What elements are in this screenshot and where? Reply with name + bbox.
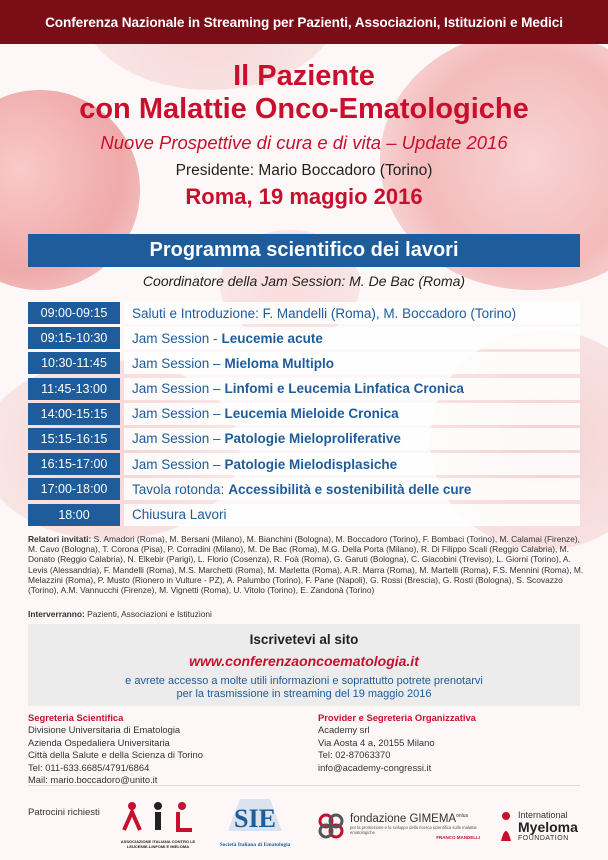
registration-line-3: per la trasmissione in streaming del 19 maggio 2016: [176, 688, 432, 700]
secretariat-line: Divisione Universitaria di Ematologia: [28, 724, 181, 736]
footer-divider: [28, 785, 580, 786]
schedule-desc: Jam Session – Patologie Mielodisplasiche: [124, 453, 580, 475]
schedule-time: 11:45-13:00: [28, 378, 120, 400]
schedule-time: 14:00-15:15: [28, 403, 120, 425]
imf-logo-mark: [498, 811, 514, 843]
coordinator: Coordinatore della Jam Session: M. De Bac (Roma): [142, 273, 466, 289]
speakers-label: Relatori invitati:: [28, 534, 92, 544]
svg-text:SIE: SIE: [234, 804, 276, 833]
schedule-desc: Jam Session - Leucemie acute: [124, 327, 580, 349]
schedule-desc: Jam Session – Leucemia Mieloide Cronica: [124, 403, 580, 425]
program-heading: Programma scientifico dei lavori: [149, 239, 459, 261]
imf-line-3: FOUNDATION: [518, 835, 569, 842]
schedule-desc: Jam Session – Mieloma Multiplo: [124, 352, 580, 374]
speakers-list: [28, 534, 584, 595]
scientific-secretariat: [28, 712, 203, 786]
secretariat-line: Academy srl: [318, 724, 370, 736]
schedule-time: 15:15-16:15: [28, 428, 120, 450]
schedule-time: 10:30-11:45: [28, 352, 120, 374]
gimema-logo-mark: [318, 813, 344, 839]
secretariat-line: Tel: 02-87063370: [318, 749, 391, 761]
participants: [28, 609, 212, 619]
schedule-desc: Saluti e Introduzione: F. Mandelli (Roma), M. Boccadoro (Torino): [124, 302, 580, 324]
title-block: [0, 60, 608, 210]
schedule-desc: Jam Session – Linfomi e Leucemia Linfatica Cronica: [124, 378, 580, 400]
schedule-time: 09:15-10:30: [28, 327, 120, 349]
schedule-row: [28, 428, 580, 450]
schedule-row: [28, 504, 580, 526]
secretariat-email[interactable]: info@academy-congressi.it: [318, 761, 432, 773]
imf-line-2: Myeloma: [518, 819, 578, 835]
participants-label: Interverranno:: [28, 609, 85, 619]
schedule-row: [28, 327, 580, 349]
schedule: [28, 302, 580, 529]
schedule-desc: Chiusura Lavori: [124, 504, 580, 526]
schedule-row: [28, 352, 580, 374]
organizing-secretariat-title: Provider e Segreteria Organizzativa: [318, 712, 476, 723]
schedule-time: 09:00-09:15: [28, 302, 120, 324]
schedule-row: [28, 403, 580, 425]
subtitle: Nuove Prospettive di cura e di vita – Update 2016: [100, 132, 508, 153]
schedule-row: [28, 378, 580, 400]
president: Presidente: Mario Boccadoro (Torino): [175, 162, 433, 179]
participants-text: Pazienti, Associazioni e Istituzioni: [87, 609, 212, 619]
scientific-secretariat-title: Segreteria Scientifica: [28, 712, 124, 723]
imf-logo: [498, 805, 588, 849]
secretariat-email[interactable]: Mail: mario.boccadoro@unito.it: [28, 774, 158, 786]
patronage-label: Patrocini richiesti: [28, 807, 100, 818]
schedule-desc: Jam Session – Patologie Mieloproliferative: [124, 428, 580, 450]
organizing-secretariat: [318, 712, 476, 774]
schedule-time: 17:00-18:00: [28, 478, 120, 500]
registration-line-2: e avrete accesso a molte utili informazioni e soprattutto potrete prenotarvi: [125, 675, 483, 687]
schedule-time: 18:00: [28, 504, 120, 526]
schedule-row: [28, 478, 580, 500]
gimema-onlus: onlus: [456, 812, 469, 819]
program-heading-bar: [28, 234, 580, 267]
schedule-desc: Tavola rotonda: Accessibilità e sostenibilità delle cure: [124, 478, 580, 500]
schedule-row: [28, 302, 580, 324]
registration-title: Iscrivetevi al sito: [249, 632, 359, 647]
registration-box: [28, 624, 580, 706]
sie-logo-mark: [210, 795, 300, 837]
conference-banner: [0, 0, 608, 44]
ail-logo-mark: [118, 800, 198, 834]
ail-text: ASSOCIAZIONE ITALIANA CONTRO LE LEUCEMIE-LINFOMI E MIELOMA: [120, 839, 196, 849]
event-date: Roma, 19 maggio 2016: [185, 184, 423, 209]
schedule-time: 16:15-17:00: [28, 453, 120, 475]
schedule-row: [28, 453, 580, 475]
banner-text: Conferenza Nazionale in Streaming per Pazienti, Associazioni, Istituzioni e Medici: [45, 14, 563, 30]
gimema-desc: per la promozione e lo sviluppo della ricerca scientifica sulle malattie ematologiche: [350, 824, 477, 835]
sie-logo: [210, 795, 300, 851]
imf-line-1: International: [518, 810, 568, 820]
gimema-name: fondazione GIMEMA: [350, 812, 457, 825]
ail-logo: [118, 800, 198, 850]
secretariat-line: Città della Salute e della Scienza di Torino: [28, 749, 203, 761]
speakers-text: S. Amadori (Roma), M. Bersani (Milano), M. Bianchini (Bologna), M. Boccadoro (Torino), F. Bombaci (Torino), M. Calamai (Firenze), M. Cavo (Bologna), T. Corona (Pisa), P. Corradini (Milano), M. De Bac (Roma), M.G. Della Porta (Milano), R. Di Filippo Scali (Reggio Calabria), M. Donato (Reggio Calabria), N. Elkebir (Parigi), L. Florio (Cosenza), R. Foà (Roma), G. Garuti (Bologna), C. Giacobini (Treviso), L. Giorni (Torino), A. Levis (Alessandria), F. Mandelli (Roma), M.S. Marchetti (Roma), M. Marletta (Roma), A.R. Marra (Roma), M. Martelli (Roma), F.S. Mennini (Roma), M. Melazzini (Roma), P. Musto (Rionero in Vulture - PZ), A. Palumbo (Torino), F. Pane (Napoli), G. Rossi (Brescia), G. Rosti (Bologna), S. Scovazzo (Torino), A.M. Vannucchi (Firenze), M. Vignetti (Roma), U. Vitolo (Torino), E. Zandonà (Torino): [28, 534, 584, 596]
gimema-founder: FRANCO MANDELLI: [436, 834, 480, 840]
registration-url[interactable]: www.conferenzaoncoematologia.it: [189, 653, 419, 669]
title-line-1: Il Paziente: [233, 60, 375, 92]
secretariat-line: Tel: 011-633.6685/4791/6864: [28, 761, 150, 773]
gimema-logo: [318, 806, 488, 846]
title-line-2: con Malattie Onco-Ematologiche: [79, 93, 529, 125]
secretariat-line: Azienda Ospedaliera Universitaria: [28, 736, 170, 748]
secretariat-line: Via Aosta 4 a, 20155 Milano: [318, 736, 435, 748]
sie-text: Società Italiana di Ematologia: [219, 842, 291, 848]
